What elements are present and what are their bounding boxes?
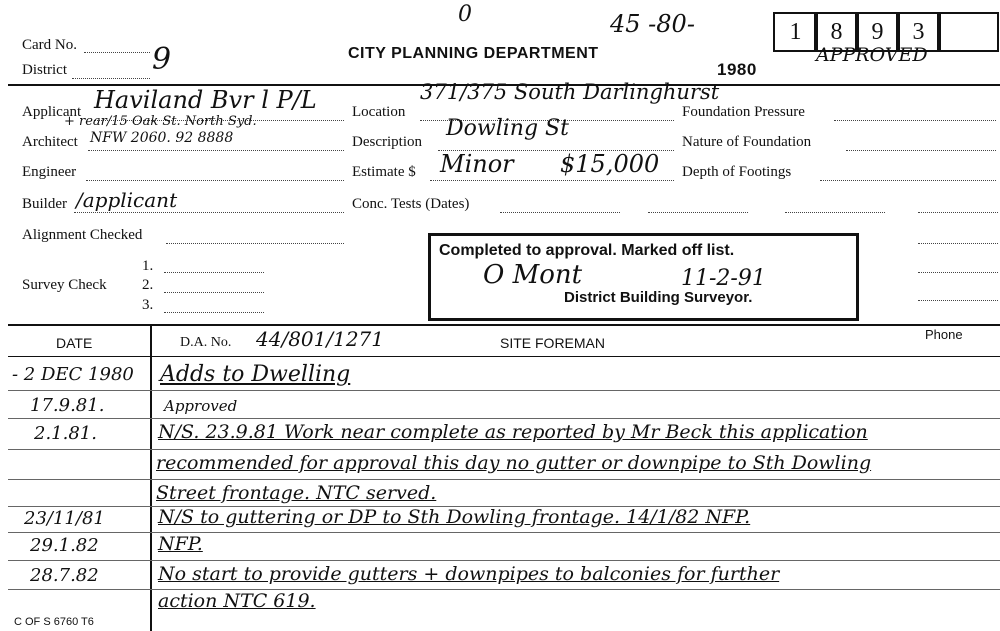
log-rule-4 [8, 479, 1000, 480]
card-digit-4: 3 [896, 12, 941, 52]
log-header-rule [8, 356, 1000, 357]
right-line-c [918, 300, 998, 301]
district-line [72, 78, 150, 79]
survey-label: Survey Check [22, 277, 107, 293]
district-label: District [22, 62, 67, 78]
da-no-value: 44/801/1271 [256, 327, 384, 351]
log-column-divider [150, 324, 152, 631]
estimate-label: Estimate $ [352, 164, 416, 180]
survey-line-2 [164, 292, 264, 293]
builder-value: /applicant [76, 188, 178, 212]
survey-item-1: 1. [142, 258, 154, 274]
da-no-label: D.A. No. [180, 335, 232, 350]
stamp-signature: O Mont [483, 260, 583, 290]
architect-value: NFW 2060. 92 8888 [90, 130, 234, 146]
log-top-rule [8, 324, 1000, 326]
log-entry-8: No start to provide gutters + downpipes to balconies for further [158, 563, 780, 585]
log-date-8: 28.7.82 [30, 565, 99, 586]
engineer-label: Engineer [22, 164, 77, 180]
log-date-2: 17.9.81. [30, 395, 105, 416]
circled-mark: 0 [458, 2, 472, 27]
card-digit-1: 1 [773, 12, 818, 52]
alignment-line [166, 243, 344, 244]
form-footer: C OF S 6760 T6 [14, 616, 94, 628]
description-label: Description [352, 134, 422, 150]
survey-line-3 [164, 312, 264, 313]
conc-tests-line-1 [500, 212, 620, 213]
foundation-pressure-line [834, 120, 996, 121]
card-digit-3: 9 [855, 12, 900, 52]
conc-tests-line-4 [918, 212, 998, 213]
foundation-pressure-label: Foundation Pressure [682, 104, 805, 120]
applicant-label: Applicant [22, 104, 82, 120]
architect-line [88, 150, 344, 151]
log-date-1: - 2 DEC 1980 [12, 364, 134, 385]
log-rule-1 [8, 390, 1000, 391]
builder-line [74, 212, 344, 213]
location-value: 371/375 South Darlinghurst [420, 80, 720, 104]
log-entry-2: Approved [164, 397, 238, 415]
card-digit-2: 8 [814, 12, 859, 52]
log-entry-6: N/S to guttering or DP to Sth Dowling frontage. 14/1/82 NFP. [158, 506, 751, 528]
estimate-amount: $15,000 [560, 150, 660, 178]
year: 1980 [717, 60, 757, 79]
applicant-value: Haviland Bvr l P/L [94, 86, 317, 114]
location-label: Location [352, 104, 406, 120]
district-value: 9 [152, 42, 172, 77]
engineer-line [86, 180, 344, 181]
log-entry-7: NFP. [158, 533, 203, 555]
log-entry-5: Street frontage. NTC served. [156, 482, 437, 504]
phone-header: Phone [925, 327, 963, 342]
log-entry-4: recommended for approval this day no gutter or downpipe to Sth Dowling [156, 452, 872, 474]
log-date-3: 2.1.81. [34, 423, 97, 444]
log-entry-1: Adds to Dwelling [160, 362, 351, 387]
approved-mark: APPROVED [816, 44, 928, 66]
conc-tests-label: Conc. Tests (Dates) [352, 196, 470, 212]
log-date-header: DATE [56, 335, 93, 351]
log-entry-3: N/S. 23.9.81 Work near complete as reported by Mr Beck this application [158, 421, 868, 443]
log-rule-8 [8, 589, 1000, 590]
conc-tests-line-2 [648, 212, 748, 213]
right-line-b [918, 272, 998, 273]
estimate-line [430, 180, 674, 181]
log-rule-2 [8, 418, 1000, 419]
log-rule-7 [8, 560, 1000, 561]
survey-line-1 [164, 272, 264, 273]
stamp-line-1: Completed to approval. Marked off list. [439, 242, 735, 259]
stamp-date: 11-2-91 [681, 266, 766, 291]
architect-note: + rear/15 Oak St. North Syd. [64, 114, 257, 129]
estimate-value: Minor [440, 150, 514, 178]
conc-tests-line-3 [785, 212, 885, 213]
builder-label: Builder [22, 196, 67, 212]
nature-foundation-line [846, 150, 996, 151]
nature-foundation-label: Nature of Foundation [682, 134, 812, 150]
right-line-a [918, 243, 998, 244]
depth-footings-line [820, 180, 996, 181]
page-title: CITY PLANNING DEPARTMENT [348, 45, 599, 62]
log-date-6: 23/11/81 [24, 508, 105, 529]
survey-item-2: 2. [142, 277, 154, 293]
depth-footings-label: Depth of Footings [682, 164, 792, 180]
alignment-label: Alignment Checked [22, 227, 143, 243]
completion-stamp [428, 233, 859, 321]
stamp-line-2: District Building Surveyor. [564, 289, 753, 306]
architect-label: Architect [22, 134, 78, 150]
site-foreman-header: SITE FOREMAN [500, 335, 606, 351]
log-date-7: 29.1.82 [30, 535, 99, 556]
card-digit-5 [937, 12, 999, 52]
log-rule-6 [8, 532, 1000, 533]
survey-item-3: 3. [142, 297, 154, 313]
card-no-line [84, 52, 150, 53]
log-entry-9: action NTC 619. [158, 590, 316, 612]
ref-number: 45 -80- [610, 10, 695, 38]
log-rule-3 [8, 449, 1000, 450]
card-no-label: Card No. [22, 37, 77, 53]
description-value: Dowling St [446, 116, 569, 141]
